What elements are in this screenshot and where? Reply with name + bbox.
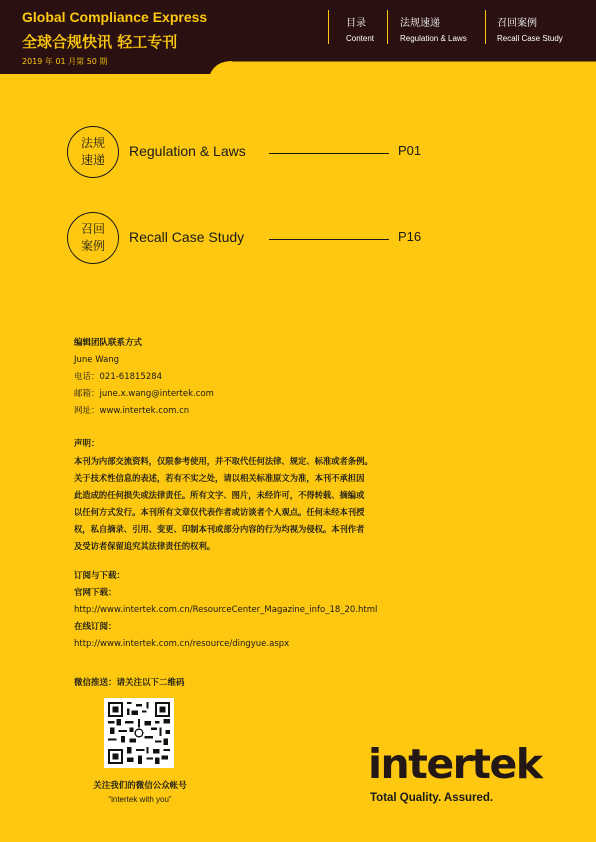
disclaimer-line: 此造成的任何损失或法律责任。所有文字、图片，未经许可，不得转载、摘编或 [74,490,365,500]
online-subscribe-link[interactable]: http://www.intertek.com.cn/resource/dingyue.aspx [74,639,290,649]
toc-label: Recall Case Study [129,229,245,245]
magazine-subtitle: 全球合规快讯 轻工专刊 [22,33,178,51]
nav-divider [387,10,388,44]
logo-wordmark: intertek [368,740,542,788]
wechat-heading: 微信推送：请关注以下二维码 [74,678,185,688]
disclaimer-line: 权，私自摘录、引用、变更、印制本刊或部分内容的行为均视为侵权。本刊作者 [74,524,365,534]
nav-regulation-en: Regulation & Laws [400,34,467,43]
nav-recall-en: Recall Case Study [497,34,563,43]
toc-label: Regulation & Laws [129,143,246,159]
disclaimer-line: 关于技术性信息的表述，若有不实之处，请以相关标准原文为准，本刊不承担因 [74,473,365,483]
nav-content[interactable] [346,14,374,43]
intertek-logo [368,738,552,790]
toc-circle-text: 速递 [80,153,105,167]
disclaimer-line: 及受访者保留追究其法律责任的权利。 [74,541,216,551]
logo-tagline: Total Quality. Assured. [370,792,494,804]
contact-email[interactable]: 邮箱：june.x.wang@intertek.com [74,389,214,399]
toc-circle-text: 法规 [80,136,105,150]
subscribe-heading: 订阅与下载： [74,571,126,581]
contact-website[interactable]: 网址：www.intertek.com.cn [74,406,190,416]
qr-code-icon [108,702,170,764]
nav-recall[interactable] [497,14,563,43]
subscribe-block [74,568,377,653]
magazine-title: Global Compliance Express [22,9,208,25]
official-download-label: 官网下载： [74,588,117,598]
disclaimer-heading-text: 声明： [74,439,100,449]
official-download-link[interactable]: http://www.intertek.com.cn/ResourceCenter_Magazine_info_18_20.html [74,605,378,615]
wechat-caption: 关注我们的微信公众帐号 [93,781,187,791]
nav-content-en: Content [346,34,375,43]
disclaimer-line: 以任何方式发行。本刊所有文章仅代表作者或访谈者个人观点。任何未经本刊授 [74,507,365,517]
contact-phone: 电话：021-61815284 [74,372,163,382]
disclaimer-line: 本刊为内部交流资料，仅限参考使用，并不取代任何法律、规定、标准或者条例。 [74,456,373,466]
issue-number: 2019 年 01 月第 50 期 [22,57,108,66]
wechat-qr-code [104,698,174,768]
toc-circle-text: 召回 [80,222,105,236]
nav-recall-zh: 召回案例 [497,18,537,29]
toc-item-regulation[interactable] [67,126,427,182]
contact-name: June Wang [74,355,120,365]
toc-circle-text: 案例 [80,239,105,253]
toc-item-recall[interactable] [67,212,427,268]
toc-leader-line [269,239,389,240]
nav-divider [485,10,486,44]
disclaimer-heading [74,436,100,453]
disclaimer-body [74,453,430,555]
nav-regulation[interactable] [400,14,467,43]
wechat-block [74,675,185,692]
toc-page-number: P16 [398,229,422,244]
contact-block [74,335,214,420]
contact-heading: 编辑团队联系方式 [74,338,143,348]
nav-divider [328,10,329,44]
nav-regulation-zh: 法规速递 [400,18,440,29]
online-subscribe-label: 在线订阅： [74,622,117,632]
nav-content-zh: 目录 [346,18,366,29]
wechat-account-name: “intertek with you” [108,795,172,804]
toc-page-number: P01 [398,143,422,158]
toc-leader-line [269,153,389,154]
